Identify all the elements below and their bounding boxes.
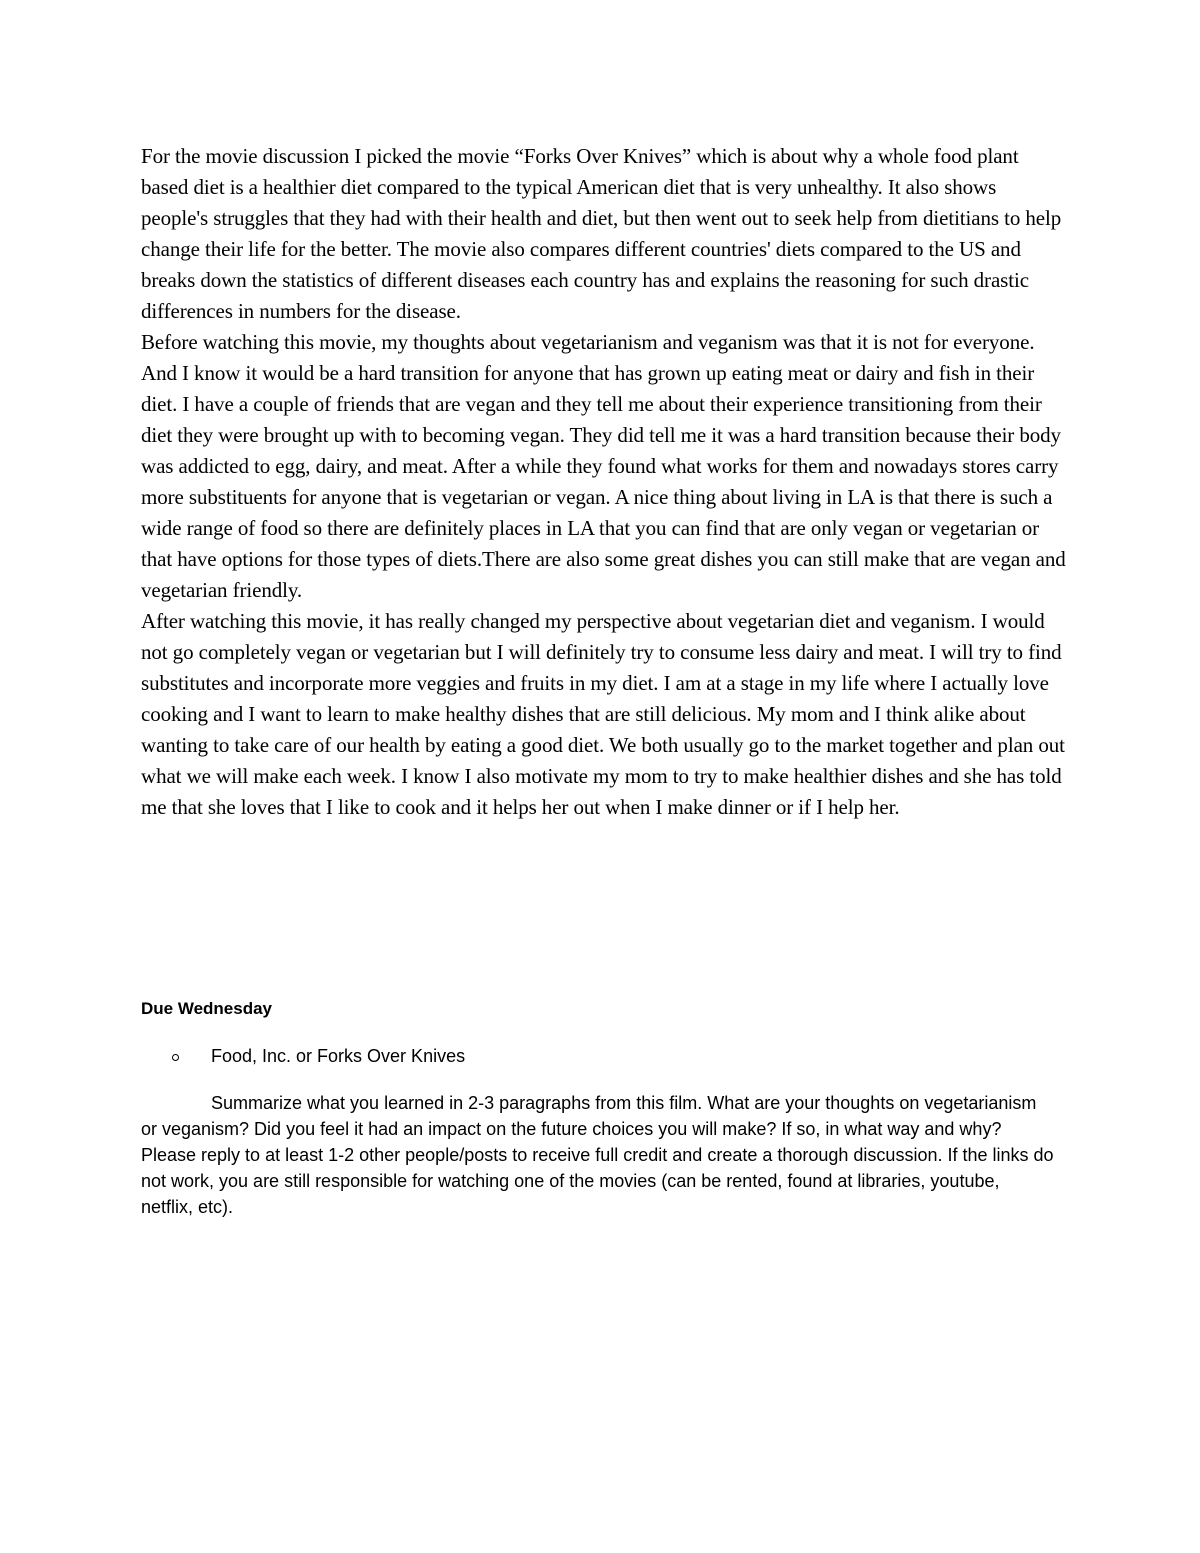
essay-paragraph-movie-summary: For the movie discussion I picked the movie “Forks Over Knives” which is about why a whole food plant based diet is a healthier diet compared to the typical American diet that is very unhealthy. It also shows people's struggles that they had with their health and diet, but then went out to seek help from dietitians to help change their life for the better. The movie also compares different countries' diets compared to the US and breaks down the statistics of different diseases each country has and explains the reasoning for such drastic differences in numbers for the disease. [141, 144, 1062, 323]
assignment-section [141, 995, 1066, 1220]
hollow-circle-bullet-icon [172, 1054, 179, 1061]
due-heading: Due Wednesday [141, 999, 273, 1018]
essay-body [141, 141, 1066, 823]
essay-paragraph-thoughts-after: After watching this movie, it has really changed my perspective about vegetarian diet and veganism. I would not go completely vegan or vegetarian but I will definitely try to consume less dairy and meat. I will try to find substitutes and incorporate more veggies and fruits in my diet. I am at a stage in my life where I actually love cooking and I want to learn to make healthy dishes that are still delicious. My mom and I think alike about wanting to take care of our health by eating a good diet. We both usually go to the market together and plan out what we will make each week. I know I also motivate my mom to try to make healthier dishes and she has told me that she loves that I like to cook and it helps her out when I make dinner or if I help her. [141, 609, 1065, 819]
movie-options-text: Food, Inc. or Forks Over Knives [211, 1046, 466, 1066]
assignment-instructions: Summarize what you learned in 2-3 paragraphs from this film. What are your thoughts on vegetarianism or veganism? Did you feel it had an impact on the future choices you will make? If so, in what way and why? Please reply to at least 1-2 other people/posts to receive full credit and create a thorough discussion. If the links do not work, you are still responsible for watching one of the movies (can be rented, found at libraries, youtube, netflix, etc). [141, 1093, 1054, 1217]
list-item [141, 1043, 1066, 1069]
essay-paragraph-thoughts-before: Before watching this movie, my thoughts about vegetarianism and veganism was that it is not for everyone. And I know it would be a hard transition for anyone that has grown up eating meat or dairy and fish in their diet. I have a couple of friends that are vegan and they tell me about their experience transitioning from their diet they were brought up with to becoming vegan. They did tell me it was a hard transition because their body was addicted to egg, dairy, and meat. After a while they found what works for them and nowadays stores carry more substituents for anyone that is vegetarian or vegan. A nice thing about living in LA is that there is such a wide range of food so there are definitely places in LA that you can find that are only vegan or vegetarian or that have options for those types of diets.There are also some great dishes you can still make that are vegan and vegetarian friendly. [141, 330, 1066, 602]
